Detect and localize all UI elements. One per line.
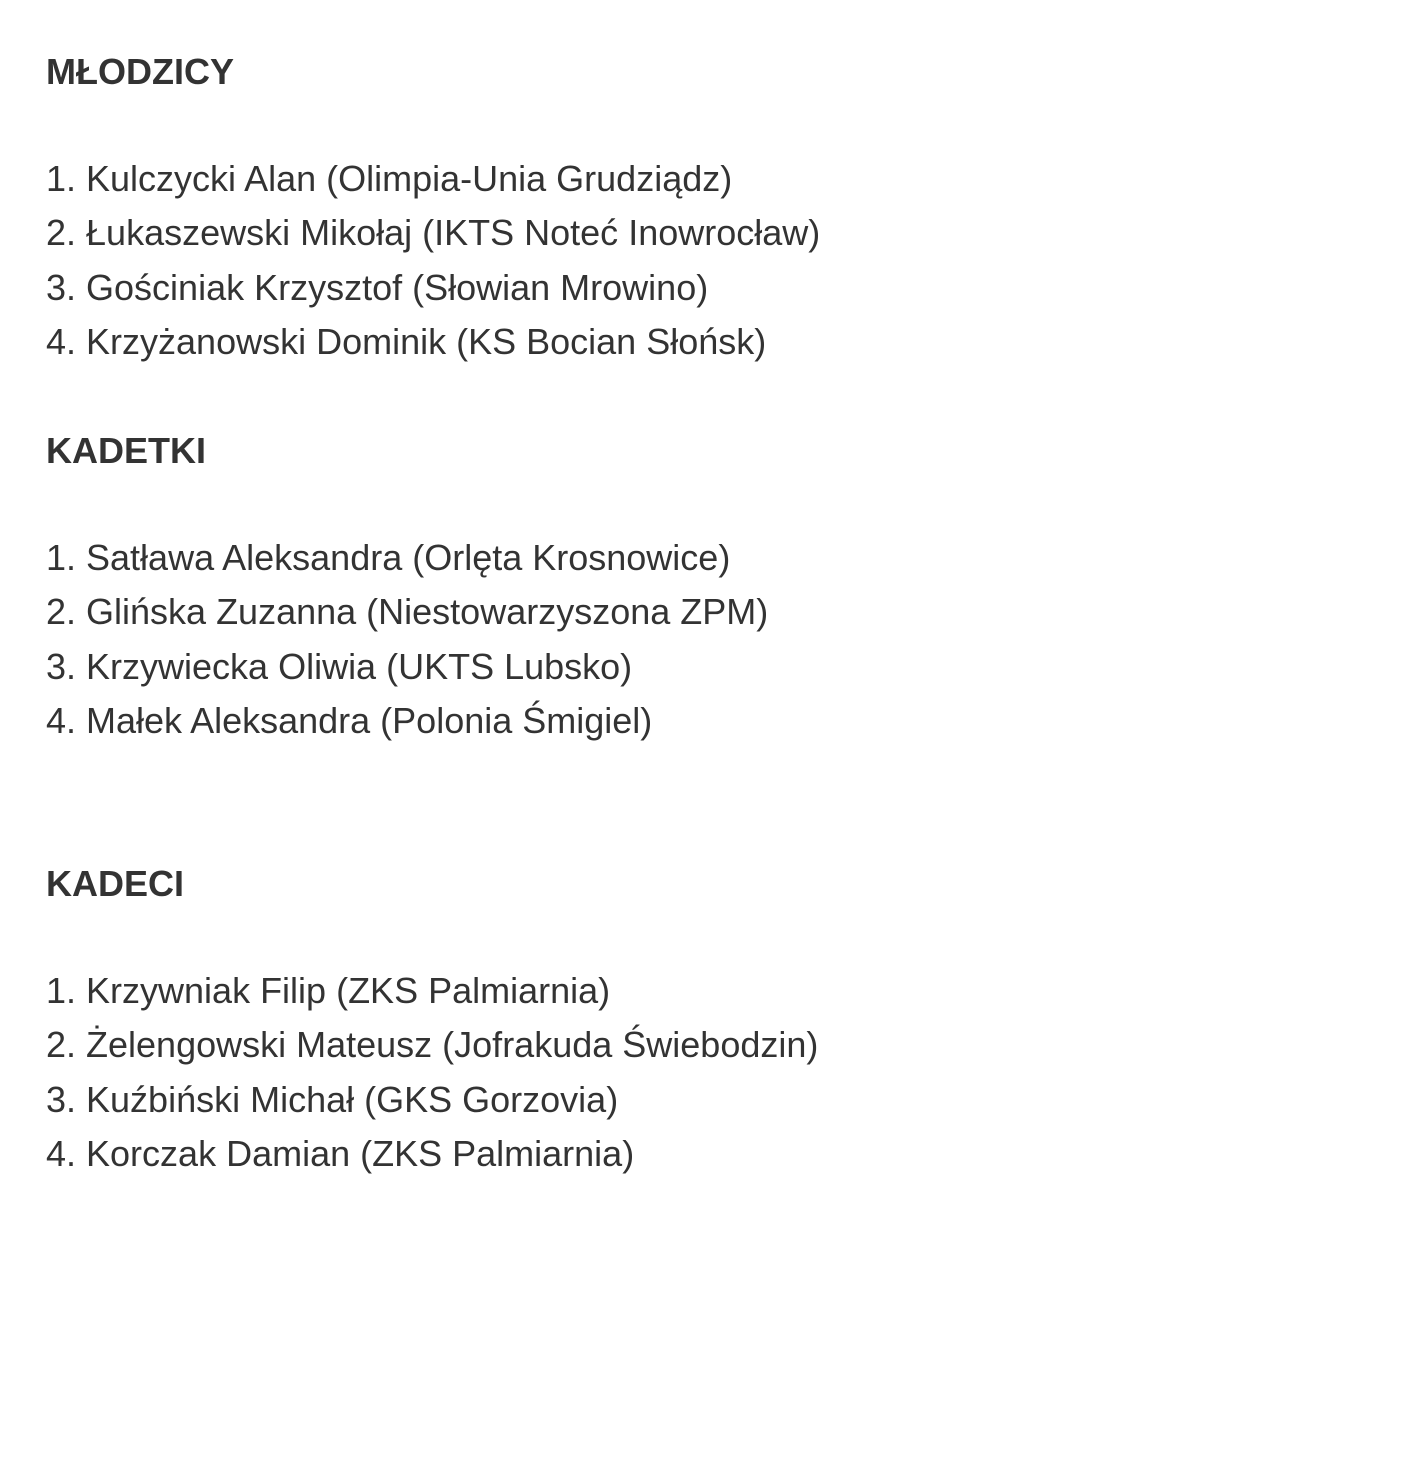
list-item: 4. Korczak Damian (ZKS Palmiarnia): [46, 1132, 635, 1174]
results-list-kadetki: [46, 531, 768, 748]
results-list-mlodzicy: [46, 152, 820, 369]
results-list-kadeci: [46, 964, 818, 1181]
list-item: 4. Krzyżanowski Dominik (KS Bocian Słońsk): [46, 320, 767, 362]
list-item: 1. Krzywniak Filip (ZKS Palmiarnia): [46, 970, 611, 1011]
list-item: 3. Krzywiecka Oliwia (UKTS Lubsko): [46, 645, 633, 687]
list-item: 3. Kuźbiński Michał (GKS Gorzovia): [46, 1078, 619, 1120]
list-item: 3. Gościniak Krzysztof (Słowian Mrowino): [46, 266, 709, 308]
list-item: 1. Satława Aleksandra (Orlęta Krosnowice): [46, 537, 731, 578]
list-item: 1. Kulczycki Alan (Olimpia-Unia Grudziądz): [46, 158, 733, 199]
list-item: 4. Małek Aleksandra (Polonia Śmigiel): [46, 699, 653, 741]
section-heading-kadeci: KADECI: [46, 863, 185, 904]
section-heading-kadetki: KADETKI: [46, 430, 206, 471]
section-heading-mlodzicy: MŁODZICY: [46, 51, 234, 92]
list-item: 2. Żelengowski Mateusz (Jofrakuda Świebodzin): [46, 1024, 819, 1066]
list-item: 2. Glińska Zuzanna (Niestowarzyszona ZPM): [46, 591, 769, 633]
list-item: 2. Łukaszewski Mikołaj (IKTS Noteć Inowrocław): [46, 212, 821, 254]
